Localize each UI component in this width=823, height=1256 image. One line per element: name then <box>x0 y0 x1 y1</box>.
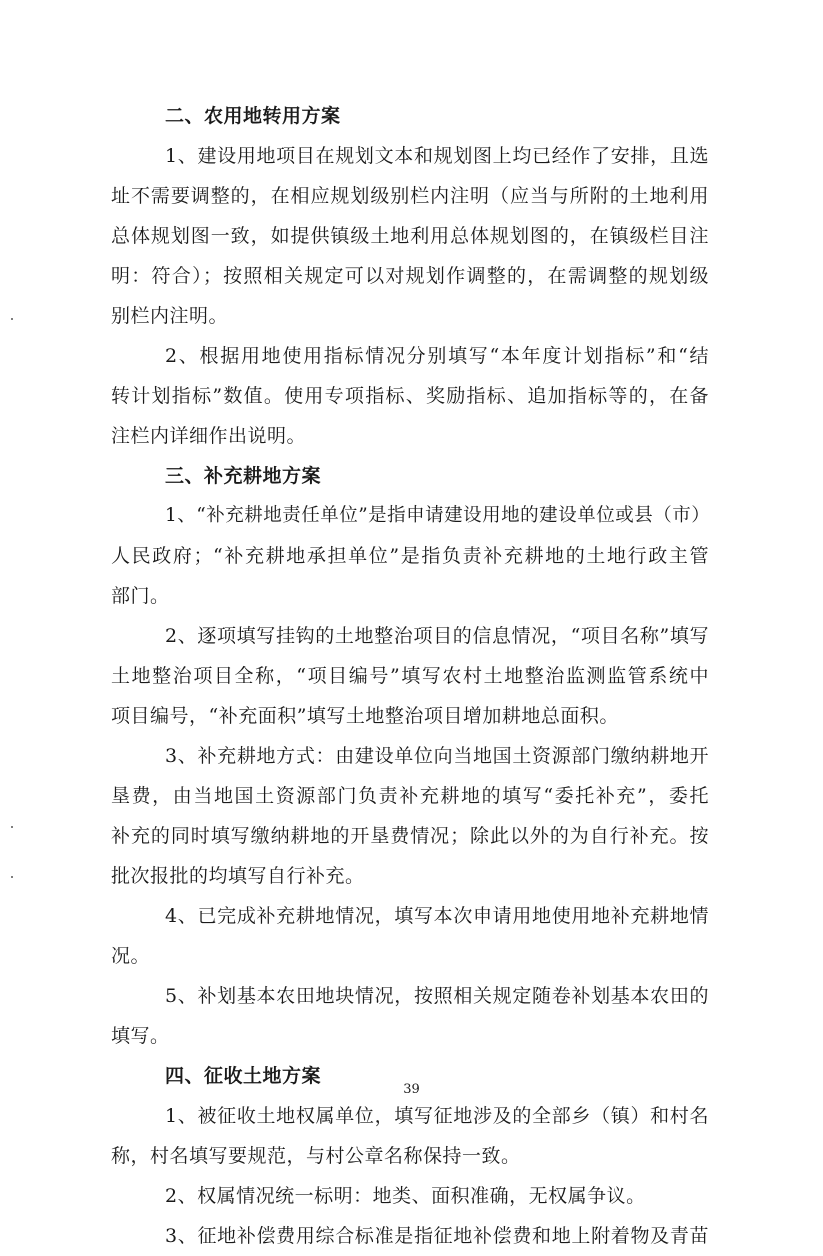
paragraph-line: 明：符合）；按照相关规定可以对规划作调整的，在需调整的规划级 <box>111 265 709 287</box>
section-heading: 四、征收土地方案 <box>165 1065 322 1087</box>
scan-margin-mark <box>11 826 13 828</box>
section-heading: 二、农用地转用方案 <box>165 105 341 127</box>
paragraph-line: 4、已完成补充耕地情况，填写本次申请用地使用地补充耕地情 <box>165 905 709 927</box>
paragraph-line: 垦费，由当地国土资源部门负责补充耕地的填写“委托补充”，委托 <box>111 785 709 807</box>
paragraph-line: 1、建设用地项目在规划文本和规划图上均已经作了安排，且选 <box>165 145 709 167</box>
scan-margin-mark <box>11 318 13 320</box>
paragraph-line: 填写。 <box>111 1025 170 1047</box>
paragraph-line: 1、“补充耕地责任单位”是指申请建设用地的建设单位或县（市） <box>165 505 711 526</box>
paragraph-line: 总体规划图一致，如提供镇级土地利用总体规划图的，在镇级栏目注 <box>111 225 709 247</box>
paragraph-line: 2、根据用地使用指标情况分别填写“本年度计划指标”和“结 <box>165 345 709 367</box>
paragraph-line: 况。 <box>111 945 151 967</box>
paragraph-line: 1、被征收土地权属单位，填写征地涉及的全部乡（镇）和村名 <box>165 1105 709 1127</box>
paragraph-line: 土地整治项目全称，“项目编号”填写农村土地整治监测监管系统中 <box>111 665 709 687</box>
paragraph-line: 批次报批的均填写自行补充。 <box>111 865 365 887</box>
paragraph-line: 称，村名填写要规范，与村公章名称保持一致。 <box>111 1145 521 1167</box>
paragraph-line: 址不需要调整的，在相应规划级别栏内注明（应当与所附的土地利用 <box>111 185 709 207</box>
section-heading: 三、补充耕地方案 <box>165 465 322 487</box>
paragraph-line: 注栏内详细作出说明。 <box>111 425 307 447</box>
paragraph-line: 部门。 <box>111 585 170 607</box>
paragraph-line: 转计划指标”数值。使用专项指标、奖励指标、追加指标等的，在备 <box>111 385 709 407</box>
paragraph-line: 人民政府；“补充耕地承担单位”是指负责补充耕地的土地行政主管 <box>111 545 709 567</box>
paragraph-line: 3、补充耕地方式：由建设单位向当地国土资源部门缴纳耕地开 <box>165 745 709 767</box>
paragraph-line: 别栏内注明。 <box>111 305 229 327</box>
page-number: 39 <box>403 1082 420 1097</box>
paragraph-line: 项目编号，“补充面积”填写土地整治项目增加耕地总面积。 <box>111 705 619 727</box>
paragraph-line: 补充的同时填写缴纳耕地的开垦费情况；除此以外的为自行补充。按 <box>111 825 709 847</box>
paragraph-line: 5、补划基本农田地块情况，按照相关规定随卷补划基本农田的 <box>165 985 709 1007</box>
paragraph-line: 3、征地补偿费用综合标准是指征地补偿费和地上附着物及青苗 <box>165 1225 709 1247</box>
paragraph-line: 2、逐项填写挂钩的土地整治项目的信息情况，“项目名称”填写 <box>165 625 709 647</box>
paragraph-line: 2、权属情况统一标明：地类、面积准确，无权属争议。 <box>165 1185 646 1207</box>
scan-margin-mark <box>11 876 13 878</box>
